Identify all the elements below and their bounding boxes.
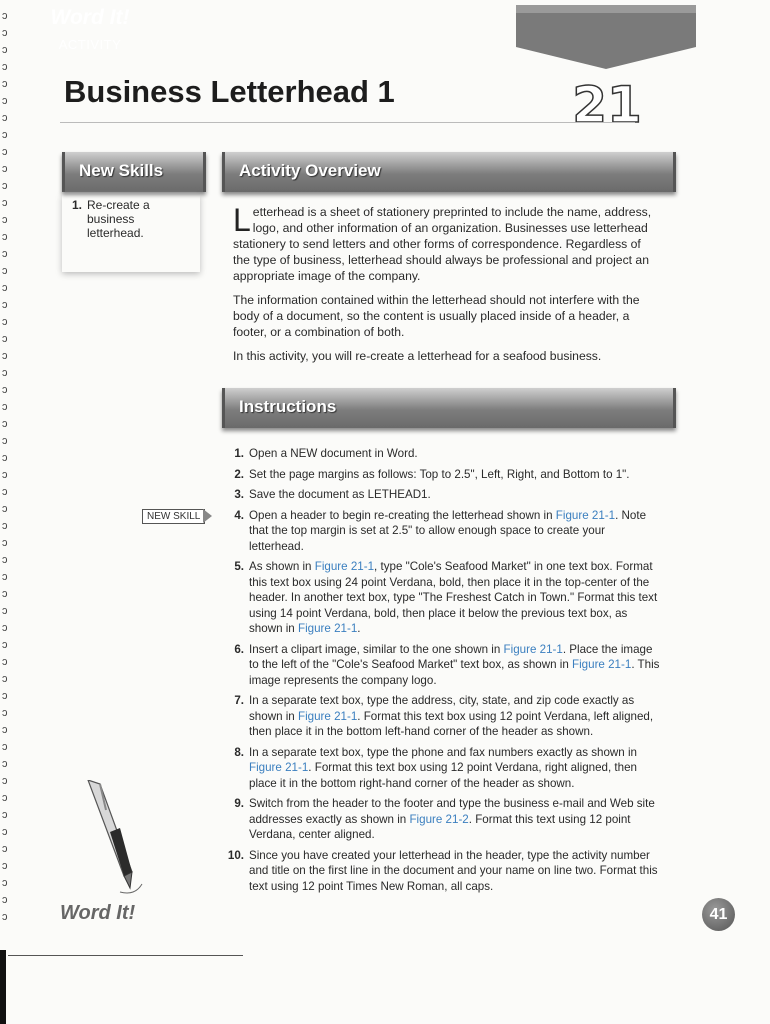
step-number: 4. — [234, 508, 244, 522]
step-text: As shown in — [249, 560, 315, 573]
step-text: . This image represents the company logo. — [249, 658, 660, 687]
step-text: Open a NEW document in Word. — [249, 447, 418, 460]
instruction-step — [222, 796, 662, 843]
step-text: Insert a clipart image, similar to the one shown in — [249, 642, 504, 656]
figure-reference: Figure 21-1 — [297, 709, 358, 723]
overview-paragraph — [233, 204, 653, 284]
badge-subtitle: ACTIVITY — [58, 37, 122, 52]
footer-rule — [8, 955, 243, 956]
instruction-step — [222, 467, 662, 483]
step-number: 9. — [234, 797, 244, 810]
new-skills-heading: New Skills — [79, 161, 164, 180]
step-text: Since you have created your letterhead in the header, type the activity number and title on the first line in the document and your name on line two. Format this text using 12 point Times New Roman, all caps. — [249, 848, 658, 893]
badge-title: Word It! — [50, 6, 130, 29]
overview-p2: The information contained within the letterhead should not interfere with the body of a document, so the content is usually placed inside of a header, a footer, or a combination of both. — [233, 293, 640, 339]
step-number: 10. — [227, 848, 244, 862]
step-text: . Format this text using 12 point Verdana, center aligned. — [249, 812, 631, 841]
step-text: Set the page margins as follows: Top to 2.5", Left, Right, and Bottom to 1". — [249, 467, 630, 481]
step-text: . Place the image to the left of the "Cole's Seafood Market" text box, as shown in — [249, 642, 653, 671]
step-number: 2. — [234, 467, 244, 481]
step-text: Switch from the header to the footer and type the business e-mail and Web site addresses exactly as shown in — [249, 797, 655, 826]
new-skill-arrow-icon — [203, 509, 212, 523]
page-title: Business Letterhead 1 — [64, 74, 395, 109]
activity-overview-heading: Activity Overview — [239, 161, 381, 180]
skill-text: Re-create a business letterhead. — [87, 198, 150, 240]
pen-icon — [80, 780, 160, 900]
activity-overview-header — [222, 152, 676, 192]
figure-reference: Figure 21-1 — [297, 622, 358, 635]
step-number: 5. — [234, 560, 244, 573]
step-text: Save the document as LETHEAD1. — [249, 488, 431, 501]
new-skill-tag: NEW SKILL — [142, 509, 205, 524]
skill-item — [72, 198, 182, 240]
scan-edge — [0, 950, 6, 1024]
instructions-header — [222, 388, 676, 428]
step-number: 1. — [234, 447, 244, 460]
page-number: 41 — [702, 898, 735, 931]
step-text: , type "Cole's Seafood Market" in one text box. Format this text box using 24 point Verdana, bold, then place it in the top-center of the header. In another text box, type "The Freshest Catch in Town." Format this text using 14 point Verdana, bold, then place it below the previous text box, as shown in — [249, 560, 658, 635]
instructions-heading: Instructions — [239, 397, 337, 416]
step-text: In a separate text box, type the phone and fax numbers exactly as shown in — [249, 745, 637, 759]
step-text: . Format this text box using 12 point Verdana, right aligned, then place it in the bottom right-hand corner of the header as shown. — [249, 761, 637, 790]
instruction-step — [222, 745, 662, 792]
overview-p1: etterhead is a sheet of stationery preprinted to include the name, address, logo, and other information of an organization. Businesses use letterhead stationery to send letters and other forms of correspondence. Regardless of the type of business, letterhead should always be professional and project an appropriate image of the company. — [233, 205, 652, 283]
word-it-badge — [516, 5, 696, 69]
step-number: 3. — [234, 488, 244, 501]
step-text: . — [357, 622, 361, 635]
drop-cap: L — [233, 202, 251, 238]
instruction-step — [222, 446, 662, 462]
instruction-step — [222, 508, 662, 555]
step-text: . Note that the top margin is set at 2.5" to allow enough space to create your letterhead. — [249, 508, 647, 553]
step-number: 8. — [234, 745, 244, 759]
figure-reference: Figure 21-1 — [249, 761, 309, 774]
figure-reference: Figure 21-1 — [503, 642, 563, 656]
instruction-step — [222, 559, 662, 637]
overview-p3: In this activity, you will re-create a letterhead for a seafood business. — [233, 349, 602, 363]
figure-reference: Figure 21-1 — [572, 658, 632, 671]
figure-reference: Figure 21-1 — [314, 560, 375, 573]
step-text: In a separate text box, type the address, city, state, and zip code exactly as shown in — [249, 694, 635, 723]
new-skills-header — [62, 152, 206, 192]
activity-number: 21 — [572, 76, 642, 134]
footer-logo: Word It! — [60, 902, 136, 924]
instruction-step — [222, 487, 662, 503]
skill-number: 1. — [72, 198, 83, 212]
step-number: 7. — [234, 694, 244, 707]
instruction-steps — [222, 446, 662, 899]
spiral-binding: ↄ ↄ ↄ ↄ ↄ ↄ ↄ ↄ ↄ ↄ ↄ ↄ ↄ ↄ ↄ ↄ ↄ ↄ ↄ ↄ ↄ ↄ ↄ ↄ ↄ ↄ ↄ ↄ ↄ ↄ ↄ ↄ ↄ ↄ ↄ ↄ ↄ ↄ ↄ ↄ ↄ ↄ ↄ ↄ ↄ ↄ ↄ ↄ ↄ ↄ ↄ ↄ ↄ ↄ — [2, 10, 8, 923]
step-number: 6. — [234, 642, 244, 656]
figure-reference: Figure 21-1 — [555, 508, 616, 522]
figure-reference: Figure 21-2 — [409, 812, 469, 826]
step-text: Open a header to begin re-creating the letterhead shown in — [249, 508, 556, 522]
instruction-step — [222, 848, 662, 895]
instruction-step — [222, 693, 662, 740]
activity-overview-text — [233, 204, 653, 372]
step-text: . Format this text box using 12 point Verdana, left aligned, then place it in the bottom left-hand corner of the header as shown. — [249, 709, 654, 738]
instruction-step — [222, 642, 662, 689]
title-rule — [60, 122, 635, 123]
